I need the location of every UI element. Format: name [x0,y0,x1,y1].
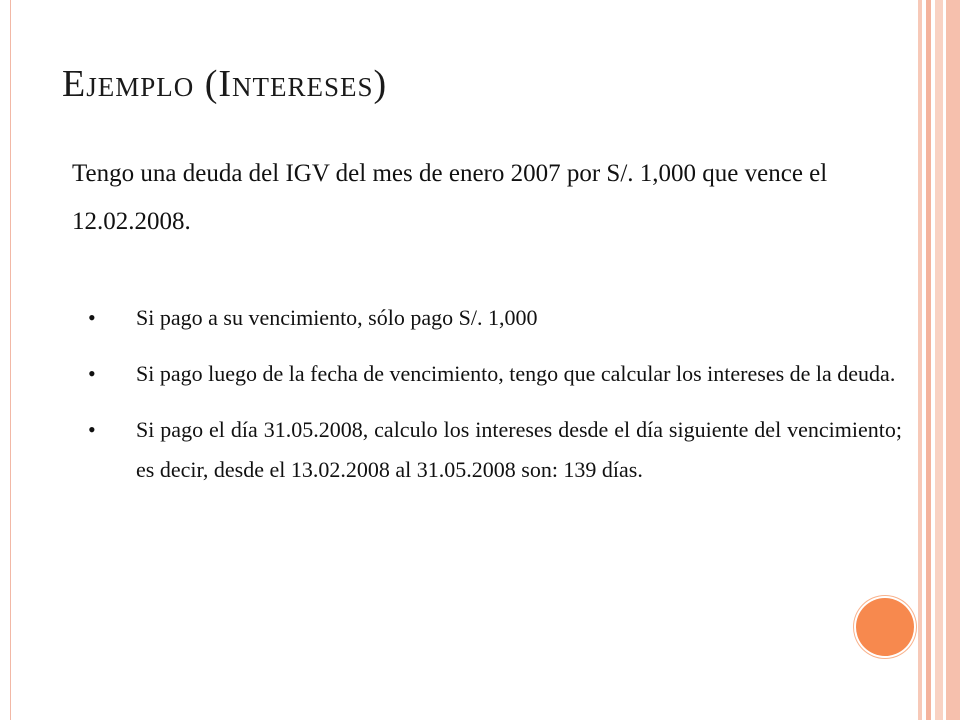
decorative-stripe [926,0,931,720]
slide-title: Ejemplo (Intereses) [62,63,388,105]
intro-paragraph: Tengo una deuda del IGV del mes de enero 2007 por S/. 1,000 que vence el 12.02.2008. [72,160,828,235]
bullet-dot-icon: • [88,361,96,386]
bullet-dot-icon: • [88,305,96,330]
decorative-stripe [918,0,922,720]
decorative-stripe [946,0,960,720]
bullet-item [80,298,902,338]
bullet-text: Si pago a su vencimiento, sólo pago S/. 1,000 [136,305,538,330]
bullet-dot-icon: • [88,417,96,442]
decorative-stripe [935,0,943,720]
bullet-text: Si pago el día 31.05.2008, calculo los intereses desde el día siguiente del vencimiento; es decir, desde el 13.02.2008 al 31.05.2008 son: 139 días. [136,417,902,482]
left-border-line [10,0,11,720]
decorative-circle-icon [856,598,914,656]
bullet-text: Si pago luego de la fecha de vencimiento, tengo que calcular los intereses de la deuda. [136,361,896,386]
bullet-list [80,298,902,506]
bullet-item [80,354,902,394]
bullet-item [80,410,902,490]
